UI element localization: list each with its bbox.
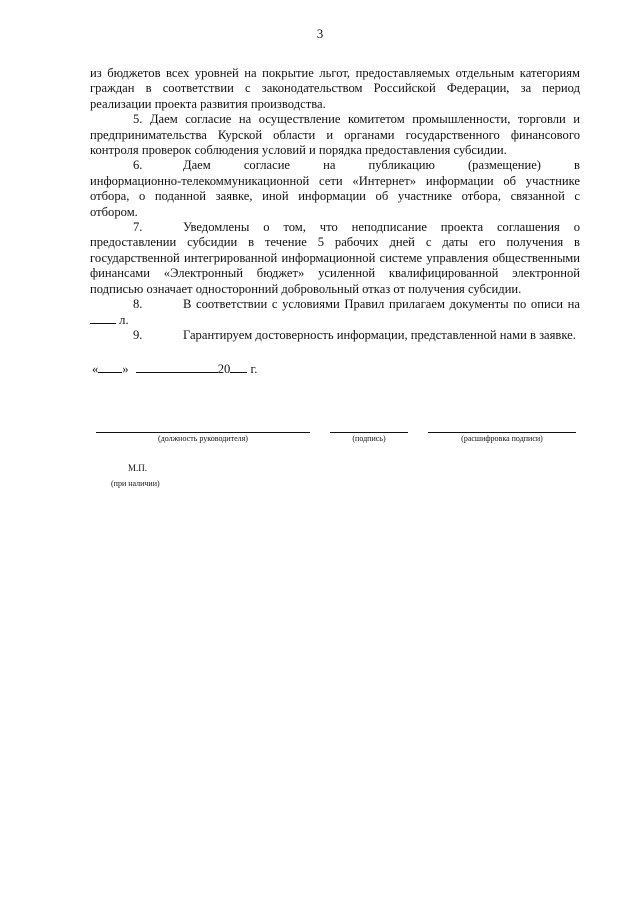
position-signature-line[interactable] — [96, 432, 310, 443]
page-number: 3 — [316, 26, 324, 41]
paragraph-9-number: 9. — [133, 327, 143, 342]
paragraph-continuation: из бюджетов всех уровней на покрытие льгот, предоставляемых отдельным категориям граждан в соответствии с законодательством Российской Федерации, за период реализации проекта развития производства. — [90, 66, 580, 111]
sheets-suffix: л. — [119, 312, 129, 327]
paragraph-8-second-line — [90, 313, 580, 328]
date-line — [92, 361, 257, 377]
signature-caption: (подпись) — [352, 434, 386, 443]
paragraph-6-first-line — [90, 158, 580, 173]
month-blank[interactable] — [136, 361, 218, 373]
sheet-count-blank[interactable] — [90, 313, 116, 324]
paragraph-6-line1: Даем согласие на публикацию (размещение) в — [183, 158, 580, 173]
paragraph-6-rest: информационно-телекоммуникационной сети «Интернет» информации об участнике отбора, о поданной заявке, иной информации об участнике отбора, связанной с отбором. — [90, 173, 580, 219]
year-suffix: г. — [250, 362, 258, 376]
paragraph-6-number: 6. — [133, 158, 143, 173]
stamp-label: М.П. — [128, 463, 148, 473]
paragraph-9 — [90, 328, 580, 343]
position-caption: (должность руководителя) — [158, 434, 248, 443]
paragraph-7-number: 7. — [133, 220, 143, 235]
decoding-caption: (расшифровка подписи) — [461, 434, 543, 443]
year-prefix: 20 — [217, 362, 231, 376]
date-open-quote: « — [92, 362, 99, 376]
paragraph-8-first-line — [90, 297, 580, 312]
document-body — [90, 66, 580, 343]
paragraph-5: 5. Даем согласие на осуществление комитетом промышленности, торговли и предпринимательства Курской области и органами государственного финансового контроля проверок соблюдения условий и порядка предоставления субсидии. — [90, 112, 580, 158]
paragraph-7-line1: Уведомлены о том, что неподписание проекта соглашения о — [183, 220, 580, 235]
decoding-signature-line[interactable] — [428, 432, 576, 443]
day-blank[interactable] — [98, 361, 122, 373]
paragraph-7-rest: предоставлении субсидии в течение 5 рабочих дней с даты его получения в государственной интегрированной информационной системе управления общественными финансами «Электронный бюджет» усиленной квалифицированной электронной подписью означает односторонний добровольный отказ от получения субсидии. — [90, 235, 580, 296]
signature-line[interactable] — [330, 432, 408, 443]
date-close-quote: » — [122, 362, 129, 376]
paragraph-7-first-line — [90, 220, 580, 235]
paragraph-8-number: 8. — [133, 297, 143, 312]
stamp-note: (при наличии) — [111, 479, 160, 488]
year-blank[interactable] — [230, 361, 247, 373]
paragraph-9-text: Гарантируем достоверность информации, представленной нами в заявке. — [183, 327, 576, 342]
paragraph-8-line1: В соответствии с условиями Правил прилагаем документы по описи на — [183, 297, 580, 312]
